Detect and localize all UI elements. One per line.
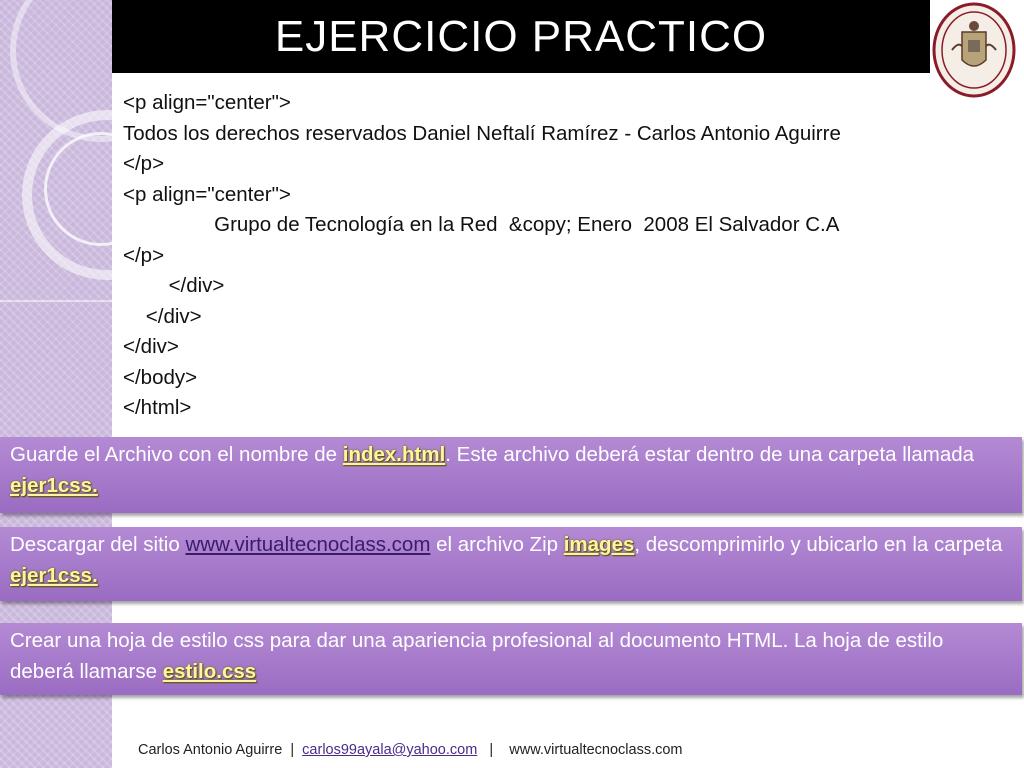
code-line: </html> [123,396,192,419]
code-line: Grupo de Tecnología en la Red &copy; Enero 2008 El Salvador C.A [123,213,840,236]
code-line: <p align="center"> [123,182,291,206]
footer-website: www.virtualtecnoclass.com [509,742,683,758]
code-line: </p> [123,152,165,175]
code-line: </div> [123,335,179,358]
html-code-block [123,88,1003,424]
university-seal-icon [932,2,1016,98]
filename-highlight: index.html [342,443,446,466]
code-line: </body> [123,365,198,389]
instruction-box-save-file [0,437,1022,513]
folder-highlight: ejer1css. [10,564,98,587]
instruction-box-download [0,527,1022,601]
instruction-text: Guarde el Archivo con el nombre de [10,443,343,466]
instruction-text: Descargar del sitio [10,533,186,556]
footer-separator: | [477,742,510,758]
instruction-box-stylesheet [0,623,1022,695]
stylesheet-highlight: estilo.css [162,660,257,683]
code-line: Todos los derechos reservados Daniel Neftalí Ramírez - Carlos Antonio Aguirre [123,121,841,145]
folder-highlight: ejer1css. [10,474,98,497]
instruction-text: Crear una hoja de estilo css para dar una apariencia profesional al documento HTML. La hoja de estilo deberá llamarse [10,629,944,683]
code-line: </p> [123,243,165,267]
decorative-line [0,300,112,302]
instruction-text: . Este archivo deberá estar dentro de una carpeta llamada [445,443,975,466]
code-line: <p align="center"> [123,91,291,114]
code-line: </div> [123,304,202,328]
instruction-text: el archivo Zip [430,533,564,556]
slide-title [112,0,930,73]
slide-title-text: EJERCICIO PRACTICO [274,11,768,61]
instruction-text: , descomprimirlo y ubicarlo en la carpeta [634,533,1003,556]
code-line: </div> [123,274,225,297]
website-link[interactable]: www.virtualtecnoclass.com [185,533,431,556]
zip-highlight: images [563,533,635,556]
slide-footer [138,742,1018,758]
footer-author: Carlos Antonio Aguirre | [138,742,303,758]
footer-email-link[interactable]: carlos99ayala@yahoo.com [302,742,478,758]
